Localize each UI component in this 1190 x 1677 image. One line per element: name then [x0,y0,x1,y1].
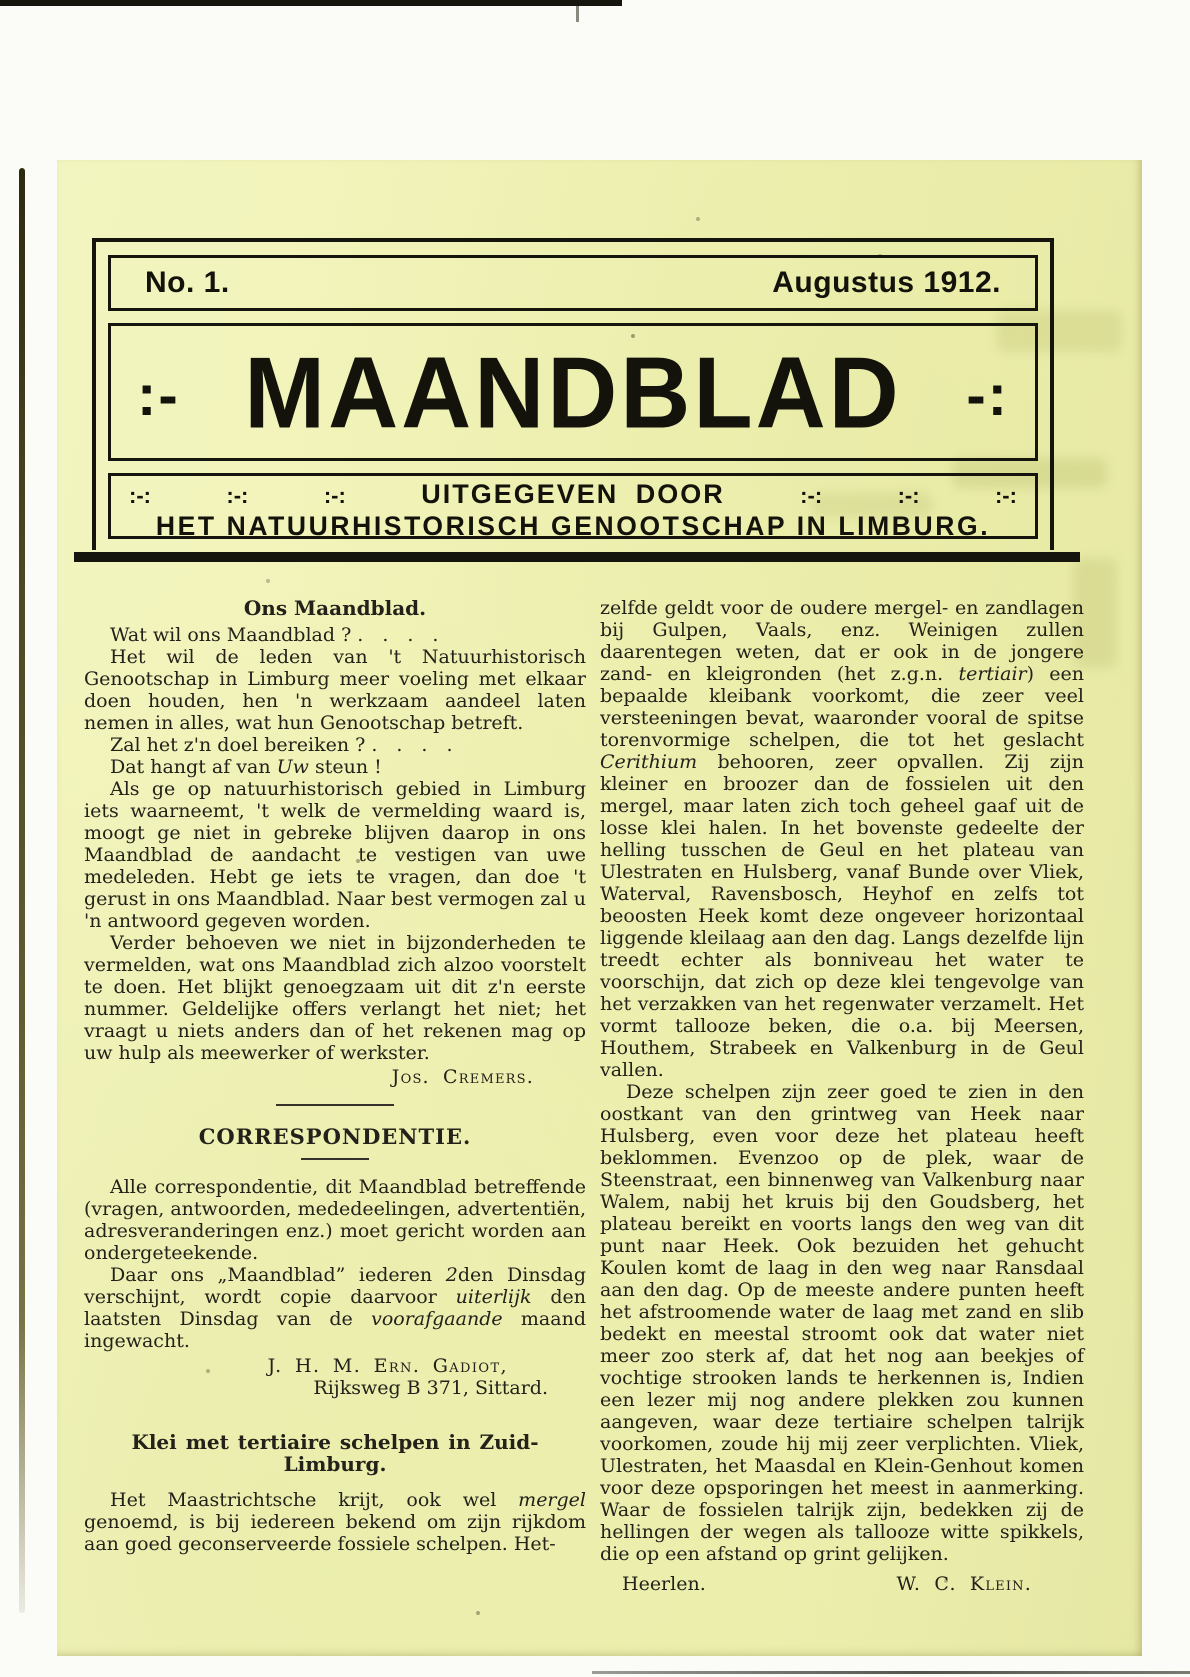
paragraph: Wat wil ons Maandblad ? . . . . [110,624,439,646]
article-byline [600,1573,1084,1595]
published-by-line [129,478,1017,511]
paragraph: Verder behoeven we niet in bijzonderheden te vermelden, wat ons Maandblad zich alzoo voorstelt te doen. Het blijkt genoegzaam uit dit z'n eerste nummer. Geldelijke offers verlangt het niet; het vraagt u niets anders dan of het rekenen mag op uw hulp als meewerker of werkster. [84,932,586,1064]
masthead [92,238,1054,550]
title-mark-left: :- [137,363,180,428]
top-edge-bar [0,0,622,6]
signature-name: J. H. M. Ern. Gadiot, [267,1355,508,1377]
masthead-publisher-row [108,473,1038,539]
author-signature: Jos. Cremers. [391,1066,534,1088]
top-edge-tick [576,6,579,22]
ornament: :-: [800,483,823,508]
masthead-title-row [108,323,1038,461]
page [57,160,1142,1656]
content-columns [84,597,1084,1595]
article-title-klei: Klei met tertiaire schelpen in Zuid-Limburg. [131,1430,539,1476]
title-underline [301,1158,369,1160]
address-signature [84,1355,586,1399]
section-divider [276,1104,394,1106]
byline-author: W. C. Klein. [896,1573,1032,1595]
paragraph: Het wil de leden van 't Natuurhistorisch Genootschap in Limburg meer voeling met elkaar doen houden, hen 'n werkzaam aandeel laten nemen in alles, wat hun Genootschap betreft. [84,646,586,734]
ornament: :-: [897,483,920,508]
newspaper-title: MAANDBLAD [244,335,902,449]
paragraph: Als ge op natuurhistorisch gebied in Limburg iets waarneemt, 't welk de vermelding waard is, moogt ge niet in gebreke blijven daarop in ons Maandblad de aandacht te vestigen van uwe medeleden. Hebt ge iets te vragen, dan doe 't gerust in ons Maandblad. Naar best vermogen zal u 'n antwoord gegeven worden. [84,778,586,932]
article-title-correspondentie: CORRESPONDENTIE. [198,1124,472,1149]
paragraph: Het Maastrichtsche krijt, ook wel mergel genoemd, is bij iedereen bekend om zijn rijkdom aan goed geconserveerde fossiele schelpen. Het- [84,1489,586,1555]
article-title-ons-maandblad: Ons Maandblad. [243,596,427,620]
ink-specks [57,160,59,162]
published-by-label: UITGEGEVEN DOOR [421,478,725,509]
left-column [84,597,586,1595]
paragraph: Zal het z'n doel bereiken ? . . . . [110,734,453,756]
signature-address: Rijksweg B 371, Sittard. [313,1377,548,1399]
ornament: :-: [226,483,249,508]
ornament: :-: [323,483,346,508]
spine-line [19,168,25,1613]
ornament: :-: [994,483,1017,508]
masthead-issue-row [108,255,1038,311]
paragraph: Daar ons „Maandblad” iederen 2den Dinsdag verschijnt, wordt copie daarvoor uiterlijk den laatsten Dinsdag van de voorafgaande maand ingewacht. [84,1264,586,1352]
ornament: :-: [129,483,151,508]
issue-date: Augustus 1912. [772,266,1001,299]
issue-number: No. 1. [145,266,230,299]
paragraph: zelfde geldt voor de oudere mergel- en zandlagen bij Gulpen, Vaals, enz. Weinigen zullen daarentegen weten, dat er ook in de jongere zand- en kleigronden (het z.g.n. tertiair) een bepaalde kleibank voorkomt, die zeer veel versteeningen bevat, waaronder vooral de spitse torenvormige schelpen, die tot het geslacht Cerithium behooren, zeer opvallen. Zij zijn kleiner en broozer dan de fossielen uit den mergel, maar laten zich toch geheel gaaf uit de losse klei halen. In het bovenste gedeelte der helling tusschen de Geul en het plateau van Ulestraten en Hulsberg, vanaf Bunde over Vliek, Waterval, Ravensbosch, Heyhof en zelfs tot beoosten Heek komt deze ongeveer horizontaal liggende kleilaag aan den dag. Langs dezelfde lijn treedt echter als bonniveau het water te voorschijn, dat zich op deze klei tengevolge van het verzakken van het regenwater verzamelt. Het vormt tallooze beken, die o.a. bij Meersen, Houthem, Strabeek en Valkenburg in de Geul vallen. [600,597,1084,1081]
paragraph: Deze schelpen zijn zeer goed te zien in den oostkant van den grintweg van Heek naar Hulsberg, even voor deze het plateau heeft beklommen. Evenzoo op de plek, waar de Steenstraat, een binnenweg van Valkenburg naar Walem, nabij het kruis bij den Goudsberg, het plateau bereikt en voorts langs den weg van dit punt naar Heek. Ook bezuiden het gehucht Koulen komt de laag in den weg naar Ransdaal aan den dag. Op de meeste andere punten heeft het afstroomende water de laag met zand en slib bedekt en meestal stroomt ook dat water niet meer zoo sterk af, dat het nog aan beekjes of vochtige strooken lands te herkennen is, Indien een lezer mij nog andere plekken zou kunnen aangeven, waar deze tertiaire schelpen talrijk voorkomen, zoude hij mij zeer verplichten. Vliek, Ulestraten, het Maasdal en Klein-Genhout komen voor deze opsporingen het meest in aanmerking. Waar de fossielen talrijk zijn, bedekken zij de hellingen der wegen als tallooze witte spikkels, die op een afstand op grint gelijken. [600,1081,1084,1565]
paragraph: Alle correspondentie, dit Maandblad betreffende (vragen, antwoorden, mededeelingen, advertentiën, adresveranderingen enz.) moet gericht worden aan ondergeteekende. [84,1176,586,1264]
masthead-bottom-rule [74,552,1080,562]
right-column [600,597,1084,1595]
paragraph: Dat hangt af van Uw steun ! [110,756,382,778]
publisher-name: HET NATUURHISTORISCH GENOOTSCHAP IN LIMBURG. [155,511,991,541]
bottom-edge-line [592,1671,1190,1674]
title-mark-right: -: [966,363,1009,428]
byline-place: Heerlen. [622,1573,706,1595]
